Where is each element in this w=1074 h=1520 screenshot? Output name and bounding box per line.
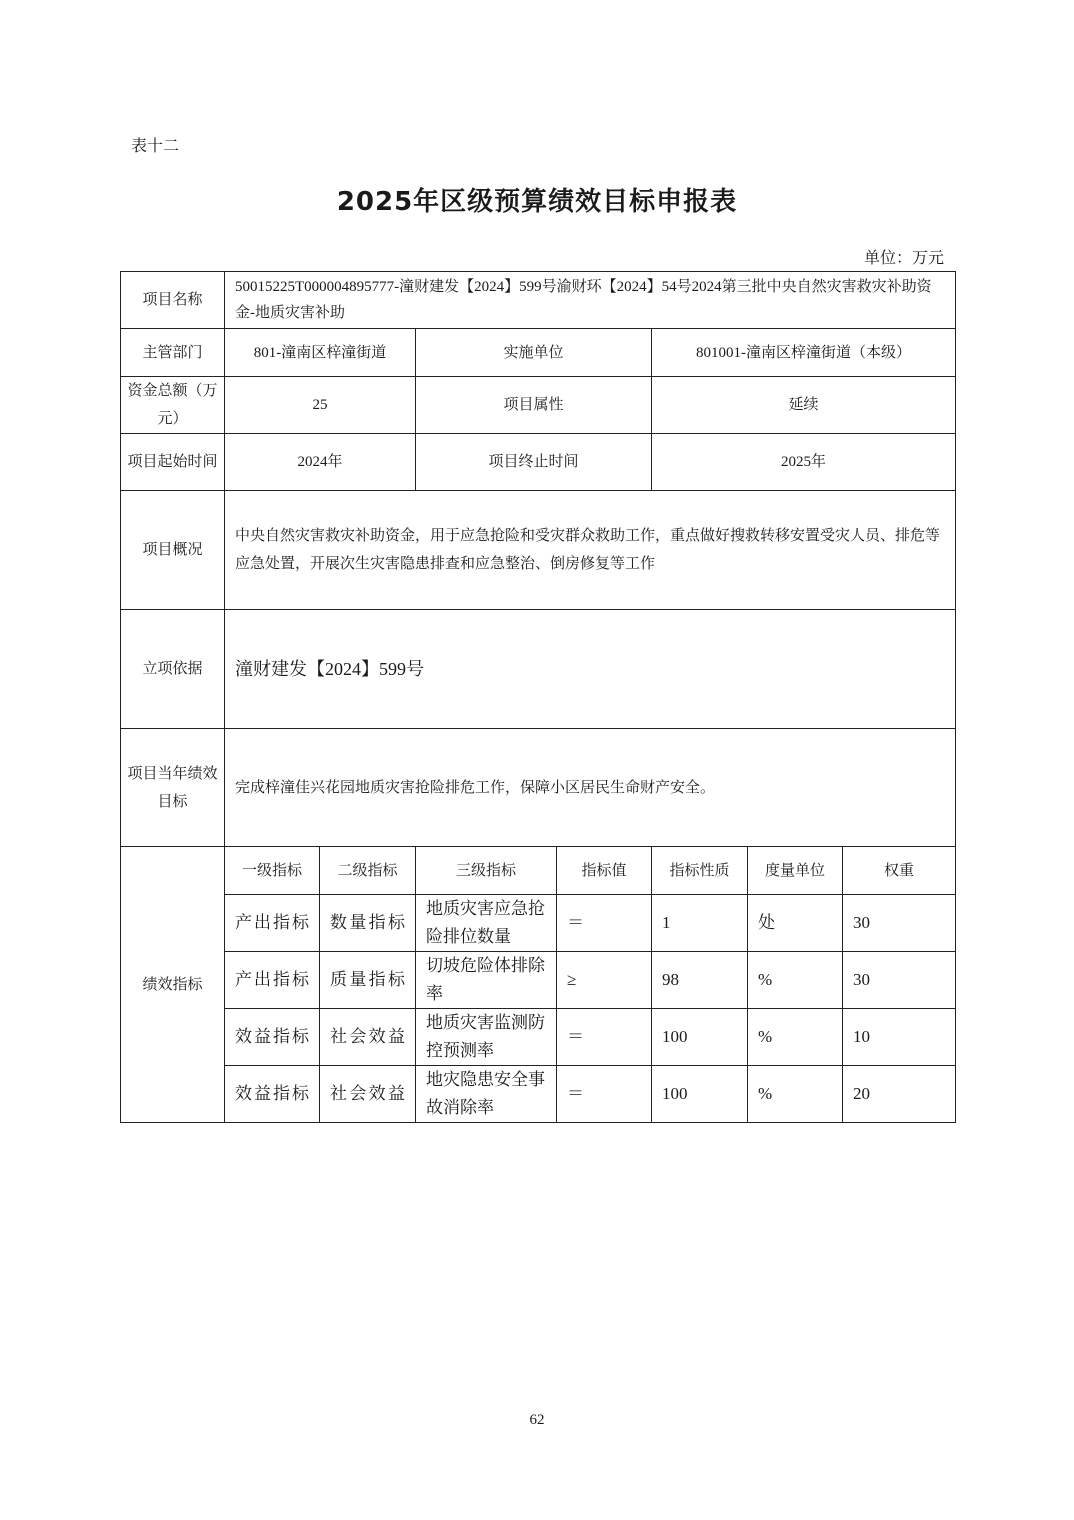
level1-cell: 产出指标 (225, 895, 320, 952)
impl-value: 801001-潼南区梓潼街道（本级） (652, 329, 956, 377)
header-level2: 二级指标 (320, 847, 416, 895)
impl-label: 实施单位 (416, 329, 652, 377)
level1-cell: 效益指标 (225, 1009, 320, 1066)
level2-cell: 数量指标 (320, 895, 416, 952)
unit-cell: % (748, 952, 843, 1009)
weight-cell: 10 (843, 1009, 956, 1066)
unit-cell: % (748, 1009, 843, 1066)
header-measure-unit: 度量单位 (748, 847, 843, 895)
operator-cell: ＝ (557, 1066, 652, 1123)
row-project-name (121, 272, 956, 329)
unit-cell: % (748, 1066, 843, 1123)
header-indicator-nature: 指标性质 (652, 847, 748, 895)
level3-cell: 切坡危险体排除率 (416, 952, 557, 1009)
project-name-label: 项目名称 (121, 272, 225, 329)
budget-table (120, 271, 956, 1123)
perf-label: 绩效指标 (121, 847, 225, 1123)
end-label: 项目终止时间 (416, 434, 652, 491)
level2-cell: 质量指标 (320, 952, 416, 1009)
weight-cell: 20 (843, 1066, 956, 1123)
row-department (121, 329, 956, 377)
goal-value: 完成梓潼佳兴花园地质灾害抢险排危工作，保障小区居民生命财产安全。 (225, 729, 956, 847)
basis-label: 立项依据 (121, 610, 225, 729)
indicator-header-row (121, 847, 956, 895)
value-cell: 100 (652, 1009, 748, 1066)
row-basis (121, 610, 956, 729)
table-row (121, 895, 956, 952)
table-row (121, 1009, 956, 1066)
overview-label: 项目概况 (121, 491, 225, 610)
overview-value: 中央自然灾害救灾补助资金，用于应急抢险和受灾群众救助工作，重点做好搜救转移安置受灾人员、排危等应急处置，开展次生灾害隐患排查和应急整治、倒房修复等工作 (225, 491, 956, 610)
operator-cell: ≥ (557, 952, 652, 1009)
operator-cell: ＝ (557, 895, 652, 952)
weight-cell: 30 (843, 895, 956, 952)
value-cell: 100 (652, 1066, 748, 1123)
total-value: 25 (225, 377, 416, 434)
row-dates (121, 434, 956, 491)
header-level3: 三级指标 (416, 847, 557, 895)
row-goal (121, 729, 956, 847)
row-overview (121, 491, 956, 610)
value-cell: 1 (652, 895, 748, 952)
unit-note: 单位：万元 (863, 250, 944, 267)
row-total (121, 377, 956, 434)
table-row (121, 1066, 956, 1123)
header-indicator-value: 指标值 (557, 847, 652, 895)
basis-value: 潼财建发【2024】599号 (225, 610, 956, 729)
level1-cell: 产出指标 (225, 952, 320, 1009)
goal-label: 项目当年绩效目标 (121, 729, 225, 847)
level3-cell: 地灾隐患安全事故消除率 (416, 1066, 557, 1123)
page-title: 2025年区级预算绩效目标申报表 (336, 187, 738, 217)
level3-cell: 地质灾害应急抢险排位数量 (416, 895, 557, 952)
level1-cell: 效益指标 (225, 1066, 320, 1123)
header-weight: 权重 (843, 847, 956, 895)
level3-cell: 地质灾害监测防控预测率 (416, 1009, 557, 1066)
attr-label: 项目属性 (416, 377, 652, 434)
value-cell: 98 (652, 952, 748, 1009)
level2-cell: 社会效益 (320, 1009, 416, 1066)
start-label: 项目起始时间 (121, 434, 225, 491)
operator-cell: ＝ (557, 1009, 652, 1066)
start-value: 2024年 (225, 434, 416, 491)
table-row (121, 952, 956, 1009)
weight-cell: 30 (843, 952, 956, 1009)
end-value: 2025年 (652, 434, 956, 491)
total-label: 资金总额（万元） (121, 377, 225, 434)
unit-cell: 处 (748, 895, 843, 952)
page-number: 62 (529, 1412, 545, 1428)
dept-label: 主管部门 (121, 329, 225, 377)
header-level1: 一级指标 (225, 847, 320, 895)
table-label: 表十二 (131, 138, 180, 155)
dept-value: 801-潼南区梓潼街道 (225, 329, 416, 377)
project-name-value: 50015225T000004895777-潼财建发【2024】599号渝财环【2024】54号2024第三批中央自然灾害救灾补助资金-地质灾害补助 (225, 272, 956, 329)
attr-value: 延续 (652, 377, 956, 434)
level2-cell: 社会效益 (320, 1066, 416, 1123)
